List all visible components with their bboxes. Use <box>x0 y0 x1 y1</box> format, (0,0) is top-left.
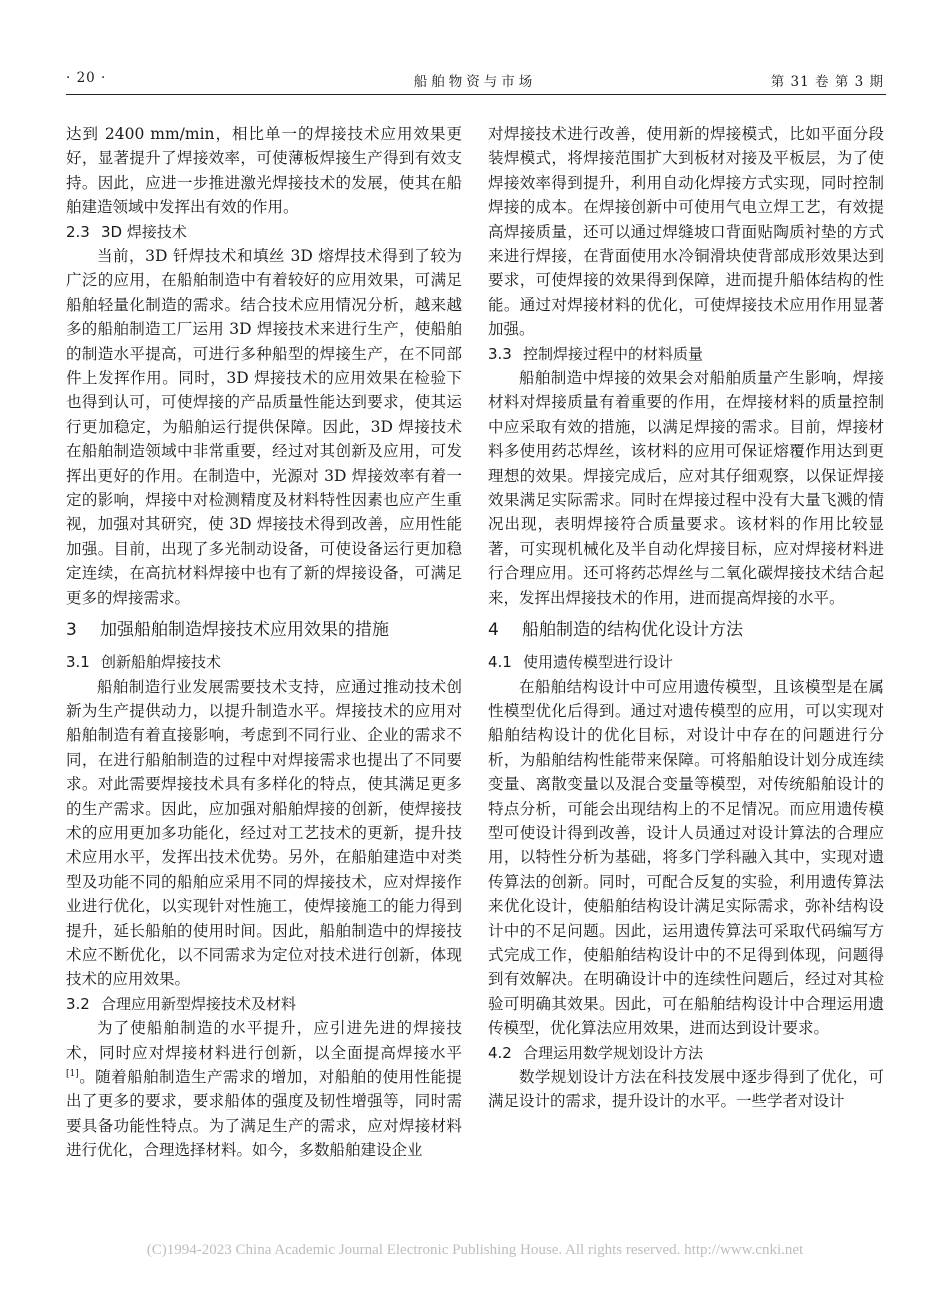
left-column <box>66 122 462 1163</box>
section-number: 4.2 <box>488 1043 512 1062</box>
section-title: 合理运用数学规划设计方法 <box>523 1043 704 1062</box>
issue-label: 第 31 卷 第 3 期 <box>770 74 884 90</box>
paragraph-material-quality: 船舶制造中焊接的效果会对船舶质量产生影响，焊接材料对焊接质量有着重要的作用，在焊接材料的质量控制中应采取有效的措施，以满足焊接的需求。目前，焊接材料多使用药芯焊丝，该材料的应用可保证熔覆作用达到更理想的效果。焊接完成后，应对其仔细观察，以保证焊接效果满足实际需求。同时在焊接过程中没有大量飞溅的情况出现，表明焊接符合质量要求。该材料的作用比较显著，可实现机械化及半自动化焊接目标，应对焊接材料进行合理应用。还可将药芯焊丝与二氧化碳焊接技术结合起来，发挥出焊接技术的作用，进而提高焊接的水平。 <box>488 369 884 607</box>
paragraph-intro: 达到 2400 mm/min，相比单一的焊接技术应用效果更好，显著提升了焊接效率，可使薄板焊接生产得到有效支持。因此，应进一步推进激光焊接技术的发展，使其在船舶建造领域中发挥出有效的作用。 <box>66 125 462 217</box>
section-4-2-heading <box>488 1041 884 1065</box>
section-4-heading <box>488 618 884 642</box>
right-column <box>488 122 884 1114</box>
section-4-1-heading <box>488 650 884 674</box>
paragraph-genetic-model: 在船舶结构设计中可应用遗传模型，且该模型是在属性模型优化后得到。通过对遗传模型的应用，可以实现对船舶结构设计的优化目标，对设计中存在的问题进行分析，为船舶结构性能带来保障。可将船舶设计划分成连续变量、离散变量以及混合变量等模型，对传统船舶设计的特点分析，可能会出现结构上的不足情况。而应用遗传模型可使设计得到改善，设计人员通过对设计算法的合理应用，以特性分析为基础，将多门学科融入其中，实现对遗传算法的创新。同时，可配合反复的实验，利用遗传算法来优化设计，使船舶结构设计满足实际需求，弥补结构设计中的不足问题。因此，运用遗传算法可采取代码编写方式完成工作，使船舶结构设计中的不足得到体现，问题得到有效解决。在明确设计中的连续性问题后，经过对其检验可明确其效果。因此，可在船舶结构设计中合理运用遗传模型，优化算法应用效果，进而达到设计要求。 <box>488 677 884 1038</box>
section-3-heading <box>66 618 462 642</box>
section-title: 加强船舶制造焊接技术应用效果的措施 <box>100 620 389 641</box>
section-number: 3.1 <box>66 653 90 672</box>
section-title: 使用遗传模型进行设计 <box>523 653 674 672</box>
paragraph-continued: 对焊接技术进行改善，使用新的焊接模式，比如平面分段装焊模式，将焊接范围扩大到板材对接及平板层，为了使焊接效率得到提升，利用自动化焊接方式实现，同时控制焊接的成本。在焊接创新中可使用气电立焊工艺，有效提高焊接质量，还可以通过焊缝坡口背面贴陶质衬垫的方式来进行焊接，在背面使用水冷铜滑块使背部成形效果达到要求，可使焊接的效果得到保障，进而提升船体结构的性能。通过对焊接材料的优化，可使焊接技术应用作用显著加强。 <box>488 125 884 339</box>
paragraph-3d-welding: 当前，3D 钎焊技术和填丝 3D 熔焊技术得到了较为广泛的应用，在船舶制造中有着较好的应用效果，可满足船舶轻量化制造的需求。结合技术应用情况分析，越来越多的船舶制造工厂运用 3D 焊接技术来进行生产，使船舶的制造水平提高，可进行多种船型的焊接生产，在不同部件上发挥作用。同时，3D 焊接技术的应用效果在检验下也得到认可，可使焊接的产品质量性能达到要求，使其运行更加稳定，为船舶运行提供保障。因此，3D 焊接技术在船舶制造领域中非常重要，经过对其创新及应用，可发挥出更好的作用。在制造中，光源对 3D 焊接效率有着一定的影响，焊接中对检测精度及材料特性因素也应产生重视，加强对其研究，使 3D 焊接技术得到改善，应用性能加强。目前，出现了多光制动设备，可使设备运行更加稳定连续，在高抗材料焊接中也有了新的焊接设备，可满足更多的焊接需求。 <box>66 247 462 607</box>
section-title: 创新船舶焊接技术 <box>101 653 222 672</box>
paragraph-text: 。随着船舶制造生产需求的增加，对船舶的使用性能提出了更多的要求，要求船体的强度及韧性增强等，同时需要具备功能性特点。为了满足生产的需求，应对焊接材料进行优化，合理选择材料。如今，多数船舶建设企业 <box>66 1067 462 1160</box>
section-number: 4 <box>488 620 499 641</box>
section-3-3-heading <box>488 342 884 366</box>
section-number: 4.1 <box>488 653 512 672</box>
section-title: 合理应用新型焊接技术及材料 <box>101 994 297 1013</box>
citation-reference: [1] <box>66 1068 79 1079</box>
paragraph-new-materials <box>66 1016 462 1162</box>
header-rule <box>66 94 886 95</box>
section-2-3-heading <box>66 220 462 244</box>
section-title: 控制焊接过程中的材料质量 <box>523 344 704 363</box>
section-number: 3 <box>66 620 77 641</box>
copyright-watermark: (C)1994-2023 China Academic Journal Electronic Publishing House. All rights reserved. http://www.cnki.net <box>146 1242 804 1258</box>
section-3-1-heading <box>66 650 462 674</box>
section-3-2-heading <box>66 992 462 1016</box>
section-title: 船舶制造的结构优化设计方法 <box>522 620 743 641</box>
section-number: 3.3 <box>488 344 512 363</box>
paragraph-text: 为了使船舶制造的水平提升，应引进先进的焊接技术，同时应对焊接材料进行创新，以全面提高焊接水平 <box>66 1019 462 1062</box>
page-number: · 20 · <box>66 70 107 86</box>
paragraph-innovate-welding: 船舶制造行业发展需要技术支持，应通过推动技术创新为生产提供动力，以提升制造水平。焊接技术的应用对船舶制造有着直接影响，考虑到不同行业、企业的需求不同，在进行船舶制造的过程中对焊接需求也提出了不同要求。对此需要焊接技术具有多样化的特点，使其满足更多的生产需求。因此，应加强对船舶焊接的创新，使焊接技术的应用更加多功能化，经过对工艺技术的更新，提升技术应用水平，发挥出技术优势。另外，在船舶建造中对类型及功能不同的船舶应采用不同的焊接技术，应对焊接作业进行优化，以实现针对性施工，使焊接施工的能力得到提升，延长船舶的使用时间。因此，船舶制造中的焊接技术应不断优化，以不同需求为定位对技术进行创新，体现技术的应用效果。 <box>66 677 462 989</box>
section-number: 2.3 <box>66 222 90 241</box>
paragraph-math-programming: 数学规划设计方法在科技发展中逐步得到了优化，可满足设计的需求，提升设计的水平。一些学者对设计 <box>488 1067 884 1111</box>
section-title: 3D 焊接技术 <box>101 222 187 241</box>
section-number: 3.2 <box>66 994 90 1013</box>
journal-title: 船舶物资与市场 <box>413 74 537 90</box>
